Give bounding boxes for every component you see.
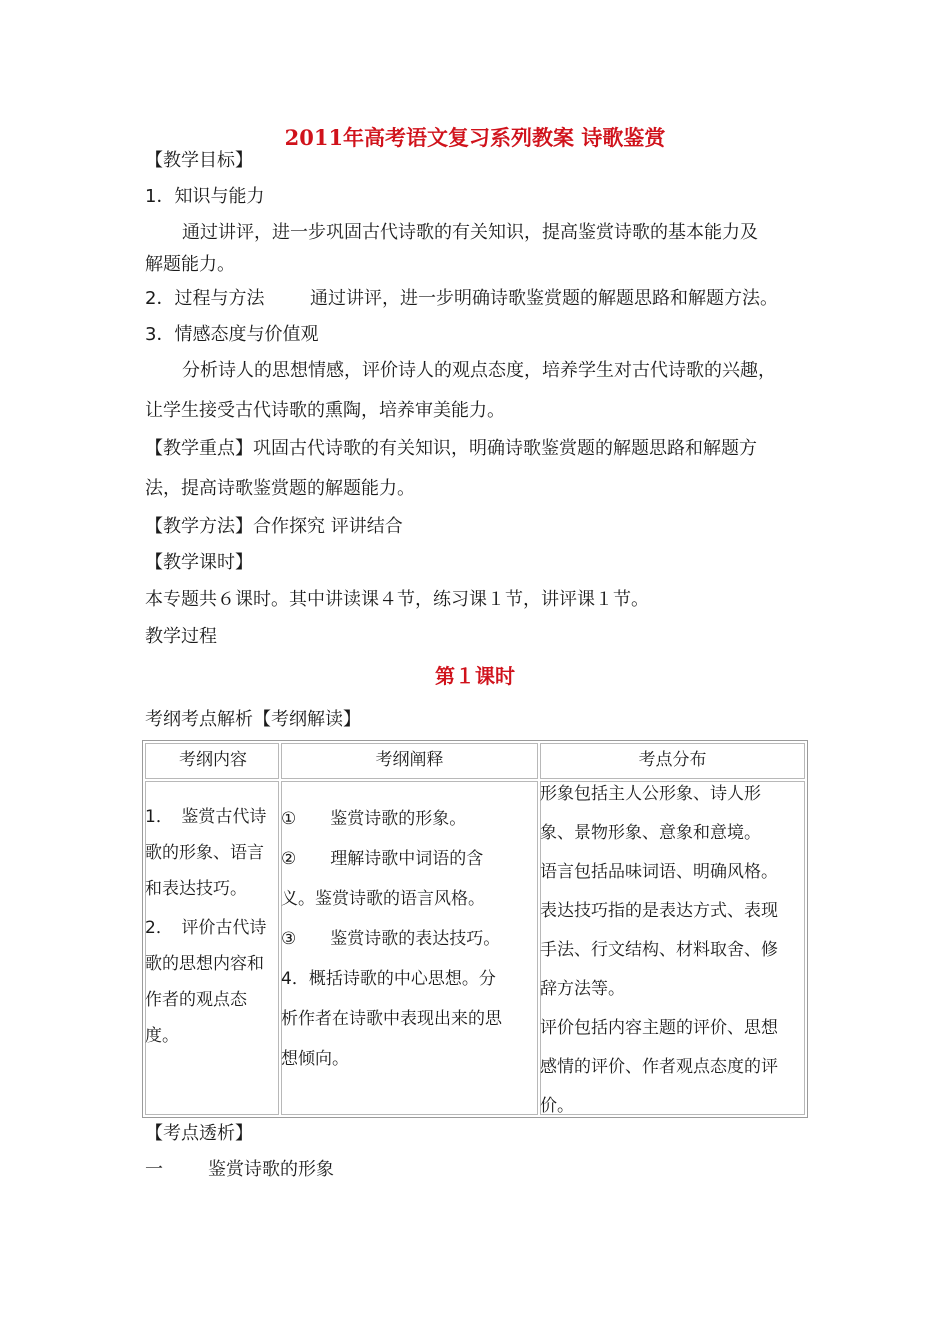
table-line: ③ 鉴赏诗歌的表达技巧。 bbox=[281, 929, 501, 949]
syllabus-explanation-text bbox=[281, 799, 502, 1079]
table-line: 作者的观点态 bbox=[145, 990, 247, 1010]
table-line: 辞方法等。 bbox=[540, 979, 625, 999]
lesson-title: 第１课时 bbox=[435, 664, 515, 688]
analysis-heading: 【考点透析】 bbox=[145, 1123, 253, 1144]
syllabus-table bbox=[142, 740, 808, 1118]
syllabus-heading: 考纲考点解析【考纲解读】 bbox=[145, 709, 361, 730]
table-line: 感情的评价、作者观点态度的评 bbox=[540, 1057, 778, 1077]
table-line: 语言包括品味词语、明确风格。 bbox=[540, 862, 778, 882]
table-line: ① 鉴赏诗歌的形象。 bbox=[281, 809, 467, 829]
table-line: 1． 鉴赏古代诗 bbox=[145, 807, 267, 827]
focus-line1: 【教学重点】巩固古代诗歌的有关知识，明确诗歌鉴赏题的解题思路和解题方 bbox=[145, 438, 757, 459]
table-line: 表达技巧指的是表达方式、表现 bbox=[540, 901, 778, 921]
table-line: ② 理解诗歌中词语的含 bbox=[281, 849, 484, 869]
table-header-explanation: 考纲阐释 bbox=[375, 750, 444, 770]
table-header-content: 考纲内容 bbox=[179, 750, 247, 770]
table-header-distribution: 考点分布 bbox=[638, 750, 707, 770]
table-line: 歌的形象、语言 bbox=[145, 843, 264, 863]
process-heading: 教学过程 bbox=[145, 626, 217, 647]
table-line: 象、景物形象、意象和意境。 bbox=[540, 823, 761, 843]
table-line: 手法、行文结构、材料取舍、修 bbox=[540, 940, 778, 960]
hours-text: 本专题共６课时。其中讲读课４节，练习课１节，讲评课１节。 bbox=[145, 589, 649, 610]
goal3-text-line2: 让学生接受古代诗歌的熏陶，培养审美能力。 bbox=[145, 400, 505, 421]
table-line: 2． 评价古代诗 bbox=[145, 918, 267, 938]
table-line: 和表达技巧。 bbox=[145, 879, 247, 899]
focus-line2: 法，提高诗歌鉴赏题的解题能力。 bbox=[145, 478, 415, 499]
page-title: 2011年高考语文复习系列教案 诗歌鉴赏 bbox=[284, 125, 666, 150]
table-line: 度。 bbox=[145, 1026, 179, 1046]
table-line: 形象包括主人公形象、诗人形 bbox=[540, 784, 761, 804]
goal1-label: 1．知识与能力 bbox=[145, 186, 265, 207]
goal1-text-line1: 通过讲评，进一步巩固古代诗歌的有关知识，提高鉴赏诗歌的基本能力及 bbox=[182, 222, 758, 243]
method-line: 【教学方法】合作探究 评讲结合 bbox=[145, 516, 403, 537]
table-line: 义。鉴赏诗歌的语言风格。 bbox=[281, 889, 485, 909]
section-title: 鉴赏诗歌的形象 bbox=[208, 1159, 334, 1180]
hours-heading: 【教学课时】 bbox=[145, 552, 253, 573]
table-line: 歌的思想内容和 bbox=[145, 954, 264, 974]
exam-point-distribution-text bbox=[540, 775, 778, 1126]
goal1-text-line2: 解题能力。 bbox=[145, 254, 235, 275]
goals-heading: 【教学目标】 bbox=[145, 150, 253, 171]
table-line: 析作者在诗歌中表现出来的思 bbox=[281, 1009, 502, 1029]
section-number: 一 bbox=[145, 1159, 163, 1180]
goal3-label: 3．情感态度与价值观 bbox=[145, 324, 319, 345]
table-line: 价。 bbox=[540, 1096, 574, 1116]
goal2-text: 通过讲评，进一步明确诗歌鉴赏题的解题思路和解题方法。 bbox=[310, 288, 778, 309]
table-line: 评价包括内容主题的评价、思想 bbox=[540, 1018, 778, 1038]
goal3-text-line1: 分析诗人的思想情感，评价诗人的观点态度，培养学生对古代诗歌的兴趣， bbox=[182, 360, 776, 381]
table-line: 4．概括诗歌的中心思想。分 bbox=[281, 969, 496, 989]
syllabus-content-text bbox=[145, 799, 266, 1054]
goal2-label: 2．过程与方法 bbox=[145, 288, 265, 309]
table-line: 想倾向。 bbox=[281, 1049, 349, 1069]
